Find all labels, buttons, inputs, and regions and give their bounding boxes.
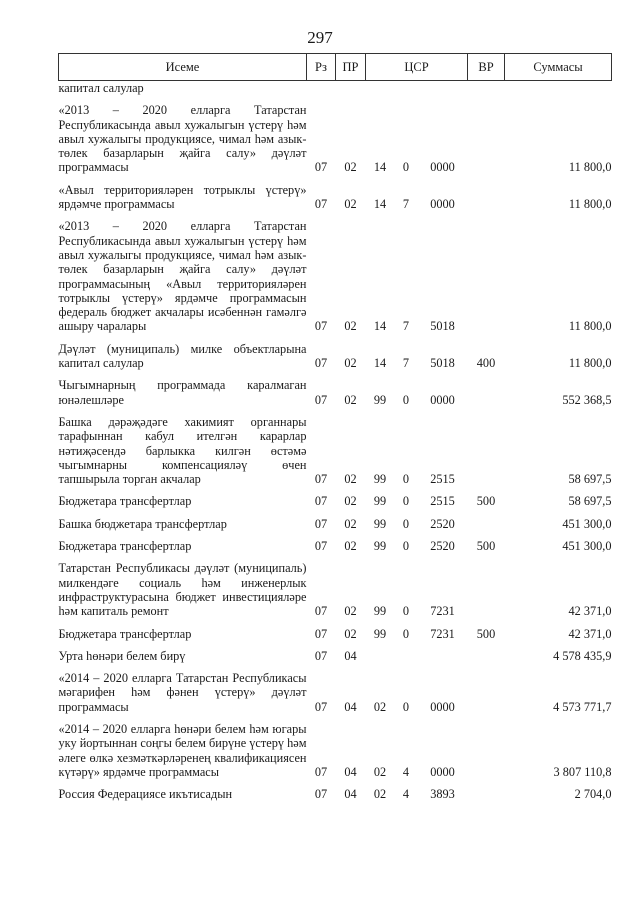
row-sum: 42 371,0: [568, 604, 612, 619]
row-vr: [468, 415, 505, 494]
row-csr-code: 7231: [430, 626, 455, 641]
row-pr: 02: [344, 604, 357, 619]
row-sum: 58 697,5: [568, 472, 612, 487]
row-csr-subprogram: 0: [402, 494, 410, 509]
row-csr-program: 99: [373, 472, 387, 487]
row-rz: 07: [314, 648, 328, 663]
row-csr-subprogram: [395, 649, 418, 671]
row-name: Бюджетара трансфертлар: [58, 626, 192, 641]
row-csr-program: [366, 81, 395, 104]
row-pr: 02: [344, 539, 357, 554]
row-sum: 451 300,0: [562, 539, 612, 554]
row-csr-code: 0000: [430, 699, 455, 714]
row-csr-program: 02: [373, 764, 387, 779]
header-sum: Суммасы: [505, 54, 612, 81]
row-vr: 400: [476, 356, 496, 371]
row-pr: 02: [344, 319, 357, 334]
row-vr: [468, 183, 505, 220]
row-csr-program: 99: [373, 604, 387, 619]
row-rz: 07: [314, 539, 328, 554]
row-vr: 500: [476, 626, 496, 641]
row-vr: [468, 219, 505, 341]
row-csr-code: 5018: [430, 356, 455, 371]
row-vr: [468, 649, 505, 671]
row-csr-subprogram: 0: [402, 392, 410, 407]
row-csr-subprogram: 7: [402, 319, 410, 334]
row-csr-subprogram: 0: [402, 160, 410, 175]
row-vr: [468, 561, 505, 626]
row-vr: [468, 517, 505, 539]
row-vr: [468, 103, 505, 182]
row-name: «2013 – 2020 елларга Татарстан Республикасында авыл хужалыгын үстерү һәм авыл хужалыгы продукциясе, чимал һәм азык-төлек базарларын җайга салу» дәүләт программасы: [58, 103, 307, 175]
table-row: [59, 671, 612, 722]
row-name: Россия Федерациясе икътисадын: [58, 787, 233, 802]
row-pr: 02: [344, 392, 357, 407]
row-pr: [336, 81, 366, 104]
row-sum: 4 578 435,9: [553, 648, 612, 663]
row-pr: 04: [344, 699, 357, 714]
row-rz: 07: [314, 160, 328, 175]
row-csr-program: 02: [373, 699, 387, 714]
row-pr: 02: [344, 160, 357, 175]
row-sum: 552 368,5: [562, 392, 612, 407]
header-pr: ПР: [336, 54, 366, 81]
row-vr: [468, 378, 505, 415]
row-rz: 07: [314, 356, 328, 371]
row-pr: 02: [344, 356, 357, 371]
row-sum: 42 371,0: [568, 626, 612, 641]
row-name: капитал салулар: [58, 81, 144, 95]
row-csr-program: 14: [373, 319, 387, 334]
row-name: «2014 – 2020 елларга Татарстан Республикасы мәгарифен һәм фәнен үстерү» дәүләт программасы: [58, 671, 307, 714]
header-vr: ВР: [468, 54, 505, 81]
row-csr-code: 2515: [430, 472, 455, 487]
row-sum: 2 704,0: [574, 787, 612, 802]
row-name: Бюджетара трансфертлар: [58, 539, 192, 554]
row-name: Урта һөнәри белем бирү: [58, 648, 186, 663]
row-sum: [505, 81, 612, 104]
row-csr-program: 14: [373, 356, 387, 371]
row-name: «Авыл территорияләрен тотрыклы үстерү» ярдәмче программасы: [58, 182, 307, 212]
table-row: [59, 81, 612, 104]
row-csr-program: 02: [373, 787, 387, 802]
row-rz: 07: [314, 787, 328, 802]
row-vr: [468, 722, 505, 787]
page-number: 297: [307, 28, 333, 47]
row-rz: 07: [314, 494, 328, 509]
row-csr-code: 2520: [430, 516, 455, 531]
row-csr-subprogram: 0: [402, 516, 410, 531]
table-row: [59, 219, 612, 341]
row-rz: 07: [314, 392, 328, 407]
row-rz: 07: [314, 604, 328, 619]
table-row: [59, 539, 612, 561]
table-row: [59, 649, 612, 671]
table-row: [59, 494, 612, 516]
table-row: [59, 787, 612, 801]
row-name: Башка бюджетара трансфертлар: [58, 516, 227, 531]
row-pr: 02: [344, 494, 357, 509]
row-csr-subprogram: 4: [402, 787, 410, 802]
table-row: [59, 517, 612, 539]
table-row: [59, 627, 612, 649]
row-csr-subprogram: 7: [402, 197, 410, 212]
row-csr-code: 3893: [430, 787, 455, 802]
header-rz: Рз: [307, 54, 336, 81]
row-pr: 04: [344, 648, 357, 663]
row-sum: 11 800,0: [568, 319, 612, 334]
row-rz: 07: [314, 197, 328, 212]
row-name: «2013 – 2020 елларга Татарстан Республикасында авыл хужалыгын үстерү һәм авыл хужалыгы продукциясе, чимал һәм азык-төлек базарларын җайга салу» дәүләт программасының «Авыл территорияләрен тотрыклы үстерү» ярдәмче программасын федераль бюджет акчалары исәбеннән гамәлгә ашыру чаралары: [58, 219, 307, 334]
row-csr-program: [366, 649, 395, 671]
row-vr: 500: [476, 494, 496, 509]
row-rz: [307, 81, 336, 104]
row-csr-code: 5018: [430, 319, 455, 334]
row-csr-subprogram: 0: [402, 626, 410, 641]
row-pr: 02: [344, 516, 357, 531]
row-rz: 07: [314, 764, 328, 779]
row-pr: 02: [344, 472, 357, 487]
row-name: Татарстан Республикасы дәүләт (муниципаль) милкендәге социаль һәм инженерлык инфраструктурасына бюджет инвестицияләре һәм капиталь ремонт: [58, 561, 307, 619]
row-sum: 11 800,0: [568, 197, 612, 212]
row-csr-code: [418, 81, 468, 104]
row-pr: 02: [344, 626, 357, 641]
row-csr-subprogram: 0: [402, 604, 410, 619]
row-csr-program: 99: [373, 516, 387, 531]
row-vr: [468, 671, 505, 722]
row-csr-code: 7231: [430, 604, 455, 619]
row-sum: 3 807 110,8: [553, 764, 612, 779]
row-csr-program: 99: [373, 494, 387, 509]
row-csr-subprogram: 4: [402, 764, 410, 779]
table-header-row: [59, 54, 612, 81]
row-sum: 58 697,5: [568, 494, 612, 509]
row-csr-code: 2520: [430, 539, 455, 554]
row-csr-program: 99: [373, 392, 387, 407]
row-vr: 500: [476, 539, 496, 554]
row-csr-subprogram: 0: [402, 539, 410, 554]
row-rz: 07: [314, 516, 328, 531]
table-row: [59, 342, 612, 379]
row-name: Дәүләт (муниципаль) милке объектларына капитал салулар: [58, 341, 307, 371]
table-row: [59, 722, 612, 787]
row-rz: 07: [314, 699, 328, 714]
row-vr: [468, 81, 505, 104]
row-name: Бюджетара трансфертлар: [58, 494, 192, 509]
table-row: [59, 378, 612, 415]
row-csr-subprogram: [395, 81, 418, 104]
row-csr-program: 99: [373, 539, 387, 554]
row-name: Башка дәрәҗәдәге хакимият органнары тарафыннан кабул ителгән карарлар нәтиҗәсендә барлыкка килгән өстәмә чыгымнарны компенсацияләү өчен тапшырыла торган акчалар: [58, 414, 307, 487]
row-name: Чыгымнарның программада каралмаган юнәлешләре: [58, 378, 307, 407]
row-csr-code: 0000: [430, 764, 455, 779]
row-csr-program: 99: [373, 626, 387, 641]
table-row: [59, 103, 612, 182]
row-sum: 11 800,0: [568, 356, 612, 371]
header-name: Исеме: [59, 54, 307, 81]
row-pr: 04: [344, 787, 357, 802]
row-sum: 11 800,0: [568, 160, 612, 175]
row-pr: 02: [344, 197, 357, 212]
row-rz: 07: [314, 319, 328, 334]
row-csr-subprogram: 0: [402, 699, 410, 714]
row-csr-program: 14: [373, 197, 387, 212]
table-row: [59, 561, 612, 626]
row-rz: 07: [314, 472, 328, 487]
row-pr: 04: [344, 764, 357, 779]
row-csr-code: 0000: [430, 197, 455, 212]
row-csr-program: 14: [373, 160, 387, 175]
row-sum: 451 300,0: [562, 516, 612, 531]
row-rz: 07: [314, 626, 328, 641]
row-name: «2014 – 2020 елларга һөнәри белем һәм югары уку йортыннан соңгы белем бирүне үстерү һәм әлеге өлкә хезмәткәрләренең квалификациясен күтәрү» ярдәмче программасы: [58, 721, 307, 779]
row-sum: 4 573 771,7: [553, 699, 612, 714]
row-csr-code: 2515: [430, 494, 455, 509]
row-csr-code: [418, 649, 468, 671]
header-csr: ЦСР: [366, 54, 468, 81]
row-csr-code: 0000: [430, 392, 455, 407]
budget-table: [58, 53, 612, 801]
table-row: [59, 415, 612, 494]
row-csr-code: 0000: [430, 160, 455, 175]
row-csr-subprogram: 0: [402, 472, 410, 487]
row-vr: [468, 787, 505, 801]
row-csr-subprogram: 7: [402, 356, 410, 371]
table-row: [59, 183, 612, 220]
